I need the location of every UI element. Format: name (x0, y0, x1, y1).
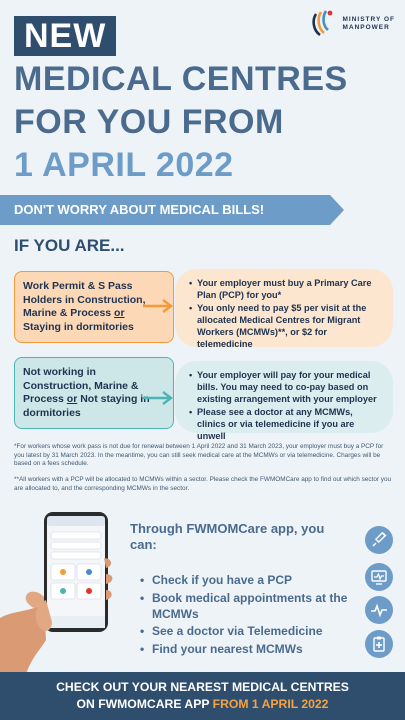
row2-bullet: • Your employer will pay for your medical bills. You may need to co-pay based on existing arrangement with your employer (189, 369, 383, 405)
footer-line2: ON FWMOMCARE APP FROM 1 APRIL 2022 (76, 697, 329, 711)
row1-bullet: • Your employer must buy a Primary Care Plan (PCP) for you* (189, 277, 383, 301)
mom-logo-icon (310, 8, 338, 38)
footnote-2: **All workers with a PCP will be allocated to MCMWs within a sector. Please check the FWMOMCare app to find out which sector you are allocated to, and the corresponding MCMWs in the sector. (14, 476, 392, 492)
feature-item: • Find your nearest MCMWs (138, 641, 348, 657)
headline-date: 1 APRIL 2022 (14, 146, 234, 184)
headline-line2: FOR YOU FROM (14, 103, 284, 141)
arrow-right-icon (142, 298, 176, 314)
medical-clipboard-icon (365, 630, 393, 658)
footer-banner (0, 672, 405, 720)
footnote-1: *For workers whose work pass is not due for renewal between 1 April 2022 and 31 March 2023, your employer must buy a PCP for you latest by 31 March 2023. In the meantime, you can still seek medical care at the MCMWs or via telemedicine. Charges will be based on a fees schedule. (14, 443, 384, 468)
mom-logo (310, 8, 395, 38)
monitor-icon (365, 563, 393, 591)
syringe-icon (365, 526, 393, 554)
feature-item: • Book medical appointments at the MCMWs (138, 590, 348, 622)
feature-item: • See a doctor via Telemedicine (138, 623, 348, 639)
heartbeat-icon (365, 596, 393, 624)
phone-in-hand-illustration (0, 500, 135, 675)
worry-banner: DON'T WORRY ABOUT MEDICAL BILLS! (0, 195, 330, 225)
new-badge: NEW (14, 16, 116, 56)
app-intro: Through FWMOMCare app, you can: (130, 521, 325, 552)
row1-condition: Work Permit & S Pass Holders in Construction, Marine & Process or Staying in dormitories (14, 271, 174, 343)
feature-item: • Check if you have a PCP (138, 572, 348, 588)
headline (14, 58, 348, 187)
app-features (138, 572, 348, 658)
arrow-right-icon (142, 390, 176, 406)
footer-line1: CHECK OUT YOUR NEAREST MEDICAL CENTRES (56, 680, 349, 694)
row1-bullet: • You only need to pay $5 per visit at the allocated Medical Centres for Migrant Workers (MCMWs)**, or $2 for telemedicine (189, 302, 383, 350)
headline-line1: MEDICAL CENTRES (14, 60, 348, 98)
row2-benefits (175, 361, 393, 441)
logo-text: MINISTRY OF MANPOWER (342, 16, 395, 31)
section-title: IF YOU ARE... (14, 236, 125, 255)
row2-bullet: • Please see a doctor at any MCMWs, clinics or via telemedicine if you are unwell (189, 406, 383, 442)
row2-condition: Not working in Construction, Marine & Process or Not staying in dormitories (14, 357, 174, 429)
row1-benefits (175, 269, 393, 347)
